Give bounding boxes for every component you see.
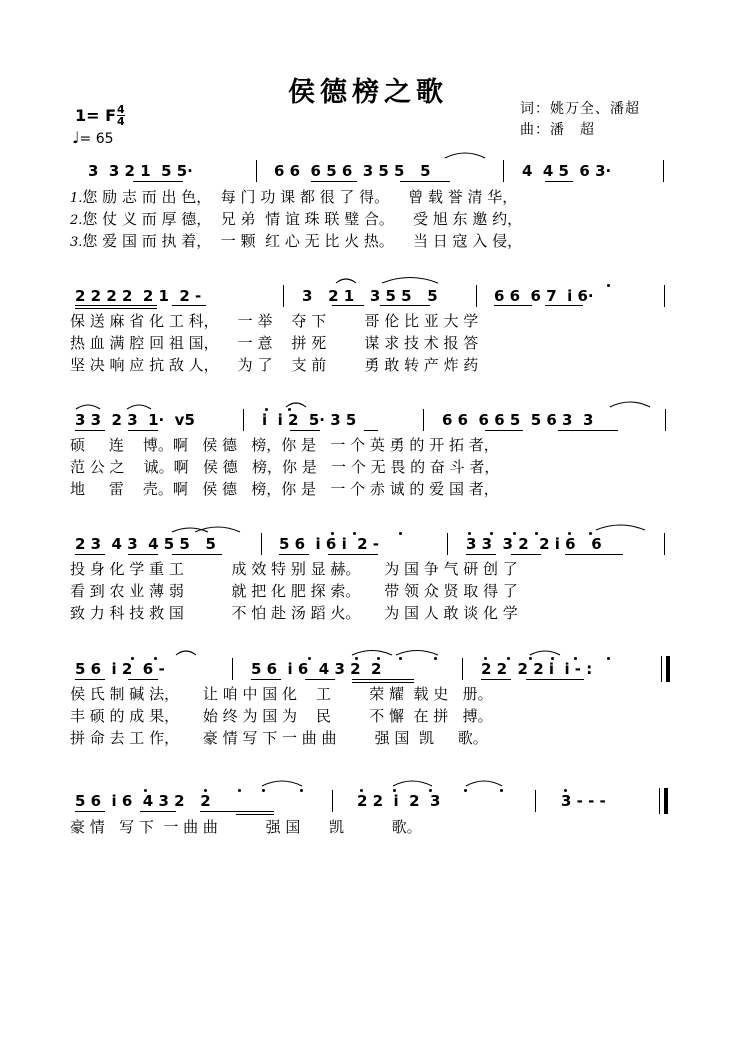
underline (290, 430, 320, 431)
high-octave-dot (529, 657, 532, 660)
notes-r4-m1: 2 3 4 3 4 5 5 5 (75, 535, 216, 553)
high-octave-dot (300, 789, 303, 792)
underline (328, 554, 378, 555)
notes-r1-m3: 4 4 5 6 3· (522, 162, 612, 180)
barline (535, 790, 536, 812)
composer-credit: 曲：潘 超 (520, 122, 595, 138)
notes-r4-m3: 3 3 3 2 2 i 6 6 (466, 535, 602, 553)
tempo-marking (72, 128, 114, 147)
time-signature (117, 104, 125, 127)
high-octave-dot (484, 657, 487, 660)
underline (511, 554, 541, 555)
high-octave-dot (377, 657, 380, 660)
high-octave-dot (490, 532, 493, 535)
quarter-note-icon: ♩ (72, 128, 80, 147)
lyricist-credit: 词：姚万全、潘超 (520, 101, 640, 117)
lyric-r4-v3: 致 力 科 技 救 国 不 怕 赴 汤 蹈 火。 为 国 人 敢 谈 化 学 (70, 604, 518, 622)
high-octave-dot (288, 408, 291, 411)
barline (665, 409, 666, 431)
slur (610, 402, 650, 407)
high-octave-dot (434, 657, 437, 660)
underline (400, 181, 450, 182)
underline (133, 181, 183, 182)
high-octave-dot (551, 657, 554, 660)
lyric-r5-v2: 丰 硕 的 成 果， 始 终 为 国 为 民 不 懈 在 拼 搏。 (70, 707, 493, 725)
underline (75, 308, 157, 309)
high-octave-dot (464, 789, 467, 792)
high-octave-dot (131, 657, 134, 660)
underline (251, 679, 281, 680)
underline (311, 181, 357, 182)
underline (364, 430, 378, 431)
high-octave-dot (393, 789, 396, 792)
high-octave-dot (607, 284, 610, 287)
notes-r6-m2: 2 2 i 2 3 (357, 792, 441, 810)
meter-bottom: 4 (117, 115, 125, 128)
barline (232, 658, 233, 680)
underline (172, 305, 206, 306)
notes-r6-m1: 5 6 i 6 4 3 2 2 (75, 792, 211, 810)
high-octave-dot (535, 532, 538, 535)
underline (332, 305, 364, 306)
slur (176, 651, 196, 655)
notes-r2-m2: 3 2 1 3 5 5 5 (302, 287, 438, 305)
high-octave-dot (399, 657, 402, 660)
lyric-r6: 豪 情 写 下 一 曲 曲 强 国 凯 歌。 (70, 818, 422, 836)
underline (75, 554, 105, 555)
slur (195, 527, 240, 532)
barline (447, 533, 448, 555)
lyric-r1-v1: 1.您 励 志 而 出 色， 每 门 功 课 都 很 了 得。 曾 载 誉 清 华， (70, 188, 518, 206)
slur (596, 525, 645, 530)
barline (664, 533, 665, 555)
underline (200, 811, 274, 812)
repeat-barline-thin (661, 656, 662, 682)
high-octave-dot (331, 532, 334, 535)
underline (75, 679, 105, 680)
lyric-r5-v3: 拼 命 去 工 作， 豪 情 写 下 一 曲 曲 强 国 凯 歌。 (70, 729, 488, 747)
notes-r4-m2: 5 6 i 6 i 2 - (279, 535, 380, 553)
high-octave-dot (564, 789, 567, 792)
slur (336, 279, 356, 283)
high-octave-dot (574, 657, 577, 660)
notes-r5-m3: 2 2 2 2 i i - : (481, 660, 593, 678)
high-octave-dot (360, 789, 363, 792)
underline (380, 305, 430, 306)
slur (466, 781, 502, 786)
high-octave-dot (265, 408, 268, 411)
slur (127, 405, 151, 409)
barline (503, 160, 504, 182)
underline (128, 679, 158, 680)
notes-r3-m1: 3 3 2 3 1· v5 (75, 411, 195, 429)
notes-r5-m2: 5 6 i 6 4 3 2 2 (251, 660, 382, 678)
underline (172, 554, 222, 555)
lyric-r2-v3: 坚 决 响 应 抗 敌 人， 为 了 支 前 勇 敢 转 产 炸 药 (70, 356, 479, 374)
song-title: 侯德榜之歌 (288, 77, 448, 108)
underline (352, 682, 414, 683)
barline (256, 160, 257, 182)
underline (236, 814, 274, 815)
high-octave-dot (353, 532, 356, 535)
high-octave-dot (238, 789, 241, 792)
underline (558, 430, 618, 431)
notes-r1-m2: 6 6 6 5 6 3 5 5 5 (274, 162, 431, 180)
underline (494, 305, 532, 306)
high-octave-dot (262, 789, 265, 792)
high-octave-dot (589, 532, 592, 535)
underline (128, 430, 158, 431)
high-octave-dot (500, 789, 503, 792)
barline (462, 658, 463, 680)
lyric-r3-v1: 硕 连 博。啊 侯 德 榜，你 是 一 个 英 勇 的 开 拓 者， (70, 436, 499, 454)
lyric-r4-v2: 看 到 农 业 薄 弱 就 把 化 肥 探 索。 带 领 众 贤 取 得 了 (70, 582, 518, 600)
high-octave-dot (154, 657, 157, 660)
underline (352, 679, 414, 680)
lyric-r2-v2: 热 血 满 腔 回 祖 国， 一 意 拼 死 谋 求 技 术 报 答 (70, 334, 479, 352)
slur (262, 781, 302, 786)
notes-r5-m1: 5 6 i 2 6 - (75, 660, 165, 678)
underline (279, 554, 309, 555)
notes-r1-m1: 3 3 2 1 5 5· (88, 162, 193, 180)
high-octave-dot (507, 657, 510, 660)
underline (565, 554, 623, 555)
underline (526, 679, 584, 680)
underline (481, 679, 511, 680)
end-barline-thin (659, 788, 660, 814)
high-octave-dot (513, 532, 516, 535)
barline (476, 285, 477, 307)
lyric-r4-v1: 投 身 化 学 重 工 成 效 特 别 显 赫。 为 国 争 气 研 创 了 (70, 560, 518, 578)
high-octave-dot (607, 657, 610, 660)
lyric-r3-v3: 地 雷 壳。啊 侯 德 榜，你 是 一 个 赤 诚 的 爱 国 者， (70, 480, 499, 498)
underline (75, 305, 157, 306)
underline (485, 430, 523, 431)
barline (243, 409, 244, 431)
barline (663, 160, 664, 182)
barline (423, 409, 424, 431)
underline (545, 181, 573, 182)
underline (466, 554, 496, 555)
lyric-r1-v2: 2.您 仗 义 而 厚 德， 兄 弟 情 谊 珠 联 璧 合。 受 旭 东 邀 约， (70, 210, 523, 228)
end-barline-thick (664, 788, 668, 814)
high-octave-dot (399, 532, 402, 535)
slur (393, 781, 432, 786)
meter-top: 4 (117, 103, 125, 116)
high-octave-dot (468, 532, 471, 535)
slur (172, 528, 208, 532)
notes-r3-m2: i i 2 5· 3 5 (262, 411, 357, 429)
notes-r3-m3: 6 6 6 6 5 5 6 3 3 (442, 411, 594, 429)
underline (140, 811, 176, 812)
barline (332, 790, 333, 812)
high-octave-dot (429, 789, 432, 792)
underline (75, 430, 105, 431)
barline (664, 285, 665, 307)
notes-r6-m3: 3 - - - (561, 792, 606, 810)
notes-r2-m3: 6 6 6 7 i 6· (494, 287, 594, 305)
underline (545, 305, 583, 306)
high-octave-dot (308, 657, 311, 660)
slur (382, 278, 438, 284)
slur (286, 403, 306, 407)
key-signature: 1= F (75, 106, 117, 125)
slur (396, 651, 438, 656)
barline (283, 285, 284, 307)
slur (530, 651, 560, 655)
slur (445, 153, 485, 158)
high-octave-dot (355, 657, 358, 660)
repeat-barline-thick (666, 656, 670, 682)
high-octave-dot (568, 532, 571, 535)
tempo-value: = 65 (79, 131, 114, 147)
lyric-r2-v1: 保 送 麻 省 化 工 科， 一 举 夺 下 哥 伦 比 亚 大 学 (70, 312, 479, 330)
slur (352, 651, 392, 656)
notes-r2-m1: 2 2 2 2 2 1 2 - (75, 287, 202, 305)
slur (76, 405, 100, 409)
underline (75, 811, 105, 812)
underline (305, 679, 335, 680)
high-octave-dot (204, 789, 207, 792)
lyric-r3-v2: 范 公 之 诚。啊 侯 德 榜，你 是 一 个 无 畏 的 奋 斗 者， (70, 458, 500, 476)
underline (128, 554, 158, 555)
lyric-r5-v1: 侯 氏 制 碱 法， 让 咱 中 国 化 工 荣 耀 载 史 册。 (70, 685, 493, 703)
barline (261, 533, 262, 555)
high-octave-dot (144, 789, 147, 792)
lyric-r1-v3: 3.您 爱 国 而 执 着， 一 颗 红 心 无 比 火 热。 当 日 寇 入 侵， (70, 232, 523, 250)
